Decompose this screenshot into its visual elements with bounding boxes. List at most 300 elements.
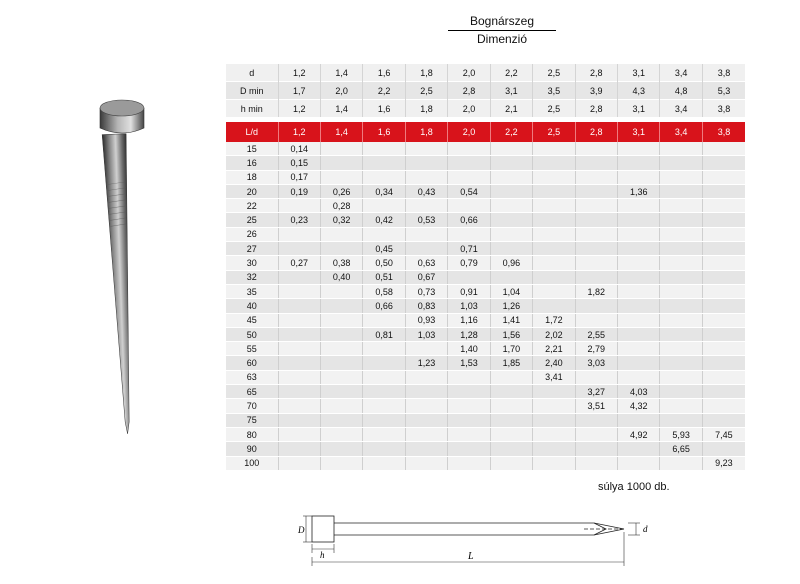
weight-cell (363, 342, 405, 356)
weight-cell (660, 199, 702, 213)
spec-cell: 3,9 (575, 82, 617, 100)
weight-cell (660, 284, 702, 298)
weight-cell (363, 356, 405, 370)
weight-cell: 0,66 (363, 299, 405, 313)
weight-cell (490, 227, 532, 241)
weight-cell (320, 299, 362, 313)
weight-cell (490, 427, 532, 441)
spec-cell: 2,8 (575, 100, 617, 118)
weight-cell (533, 456, 575, 470)
length-cell: 16 (226, 156, 278, 170)
spec-cell: 2,2 (490, 64, 532, 82)
weight-cell (702, 227, 745, 241)
weight-cell: 1,85 (490, 356, 532, 370)
weight-cell: 3,41 (533, 370, 575, 384)
weight-cell: 0,32 (320, 213, 362, 227)
weight-cell: 0,14 (278, 142, 320, 156)
weight-cell: 1,03 (405, 327, 447, 341)
weight-cell (363, 442, 405, 456)
weight-cell: 0,81 (363, 327, 405, 341)
table-row (226, 442, 745, 456)
weight-cell (405, 442, 447, 456)
weight-cell: 2,02 (533, 327, 575, 341)
weight-cell (405, 427, 447, 441)
weight-cell (618, 299, 660, 313)
length-cell: 90 (226, 442, 278, 456)
weight-cell (575, 270, 617, 284)
weight-cell: 0,26 (320, 184, 362, 198)
weight-cell (278, 242, 320, 256)
weight-cell (660, 256, 702, 270)
weight-cell (660, 385, 702, 399)
weight-cell: 9,23 (702, 456, 745, 470)
weight-cell (490, 442, 532, 456)
weight-cell (618, 270, 660, 284)
weight-cell: 6,65 (660, 442, 702, 456)
weight-cell (533, 427, 575, 441)
weight-cell: 0,96 (490, 256, 532, 270)
spec-cell: 2,1 (490, 100, 532, 118)
length-cell: 40 (226, 299, 278, 313)
weight-cell: 0,34 (363, 184, 405, 198)
weight-cell: 0,50 (363, 256, 405, 270)
spec-cell: 2,2 (363, 82, 405, 100)
weight-cell (278, 284, 320, 298)
weight-cell: 3,03 (575, 356, 617, 370)
weight-cell (278, 356, 320, 370)
weight-cell (405, 342, 447, 356)
weight-cell: 0,43 (405, 184, 447, 198)
table-row (226, 356, 745, 370)
weight-cell (618, 413, 660, 427)
spec-cell: 1,4 (320, 100, 362, 118)
spec-cell: 2,5 (405, 82, 447, 100)
weight-cell (320, 156, 362, 170)
weight-cell (320, 413, 362, 427)
weight-cell (618, 313, 660, 327)
length-cell: 22 (226, 199, 278, 213)
spec-cell: 3,8 (702, 100, 745, 118)
spec-cell: 4,8 (660, 82, 702, 100)
spec-cell: 1,2 (278, 100, 320, 118)
weight-cell (660, 456, 702, 470)
weight-cell (575, 213, 617, 227)
weight-cell (405, 242, 447, 256)
weight-cell (363, 385, 405, 399)
weight-cell (490, 213, 532, 227)
weight-cell: 0,45 (363, 242, 405, 256)
header-label: L/d (226, 122, 278, 142)
spec-cell: 2,5 (533, 100, 575, 118)
length-cell: 27 (226, 242, 278, 256)
table-row (226, 170, 745, 184)
weight-cell: 0,63 (405, 256, 447, 270)
weight-cell (702, 399, 745, 413)
weight-cell (533, 256, 575, 270)
weight-cell (363, 156, 405, 170)
nail-shank (102, 134, 136, 435)
weight-cell (363, 199, 405, 213)
weight-cell (490, 399, 532, 413)
weight-cell (320, 327, 362, 341)
weight-cell (278, 299, 320, 313)
weight-cell (448, 156, 490, 170)
weight-cell (702, 370, 745, 384)
weight-cell (405, 385, 447, 399)
weight-cell (660, 370, 702, 384)
weight-cell (575, 256, 617, 270)
weight-cell (363, 370, 405, 384)
weight-cell: 1,16 (448, 313, 490, 327)
weight-cell (660, 413, 702, 427)
weight-cell (278, 385, 320, 399)
weight-cell: 1,23 (405, 356, 447, 370)
length-cell: 70 (226, 399, 278, 413)
weight-cell (490, 184, 532, 198)
weight-cell (618, 199, 660, 213)
weight-cell (363, 142, 405, 156)
weight-cell: 1,82 (575, 284, 617, 298)
weight-cell (278, 442, 320, 456)
table-row (226, 142, 745, 156)
table-row (226, 427, 745, 441)
table-row (226, 413, 745, 427)
weight-cell: 0,66 (448, 213, 490, 227)
spec-cell: 3,1 (618, 100, 660, 118)
weight-cell: 1,03 (448, 299, 490, 313)
weight-cell (575, 313, 617, 327)
weight-cell: 4,03 (618, 385, 660, 399)
table-row (226, 199, 745, 213)
weight-cell (405, 370, 447, 384)
weight-cell: 1,70 (490, 342, 532, 356)
weight-cell (448, 270, 490, 284)
spec-cell: 1,8 (405, 100, 447, 118)
weight-cell (448, 442, 490, 456)
weight-cell (702, 413, 745, 427)
weight-cell (405, 456, 447, 470)
table-row (226, 270, 745, 284)
spec-cell: 2,0 (448, 100, 490, 118)
spec-row-label: h min (226, 100, 278, 118)
weight-cell (405, 199, 447, 213)
weight-cell: 0,19 (278, 184, 320, 198)
weight-cell (363, 227, 405, 241)
weight-cell: 0,67 (405, 270, 447, 284)
weight-cell (405, 156, 447, 170)
header-diameter-cell: 2,8 (575, 122, 617, 142)
weight-cell (278, 270, 320, 284)
spec-cell: 2,0 (448, 64, 490, 82)
weight-cell (490, 385, 532, 399)
weight-cell (448, 456, 490, 470)
weight-cell (702, 256, 745, 270)
spec-row (226, 64, 745, 82)
weight-cell (575, 170, 617, 184)
weight-cell (533, 270, 575, 284)
weight-cell: 7,45 (702, 427, 745, 441)
weight-cell (448, 427, 490, 441)
length-cell: 26 (226, 227, 278, 241)
weight-cell: 4,32 (618, 399, 660, 413)
weight-cell (533, 156, 575, 170)
weight-cell (702, 270, 745, 284)
weight-table-header (226, 122, 745, 142)
weight-cell: 1,40 (448, 342, 490, 356)
weight-cell (702, 184, 745, 198)
weight-cell (278, 399, 320, 413)
weight-cell (320, 442, 362, 456)
weight-cell (575, 370, 617, 384)
length-cell: 50 (226, 327, 278, 341)
weight-cell (320, 427, 362, 441)
weight-cell (448, 399, 490, 413)
weight-cell (575, 427, 617, 441)
title-block (448, 13, 556, 47)
weight-cell (363, 170, 405, 184)
header-diameter-cell: 3,8 (702, 122, 745, 142)
weight-cell (702, 342, 745, 356)
weight-cell (618, 370, 660, 384)
header-diameter-cell: 2,5 (533, 122, 575, 142)
header-diameter-cell: 3,1 (618, 122, 660, 142)
length-cell: 15 (226, 142, 278, 156)
weight-cell (320, 313, 362, 327)
weight-cell (575, 156, 617, 170)
weight-cell (278, 313, 320, 327)
length-cell: 65 (226, 385, 278, 399)
length-cell: 30 (226, 256, 278, 270)
weight-cell (702, 213, 745, 227)
weight-cell: 3,27 (575, 385, 617, 399)
weight-cell: 2,79 (575, 342, 617, 356)
weight-cell: 0,51 (363, 270, 405, 284)
weight-cell: 0,15 (278, 156, 320, 170)
weight-cell: 1,26 (490, 299, 532, 313)
length-cell: 80 (226, 427, 278, 441)
table-row (226, 299, 745, 313)
weight-cell (660, 270, 702, 284)
weight-cell (448, 385, 490, 399)
weight-cell (660, 227, 702, 241)
nail-image (92, 94, 152, 446)
table-row (226, 313, 745, 327)
weight-cell: 1,41 (490, 313, 532, 327)
dimension-drawing (284, 499, 674, 569)
weight-cell: 5,93 (660, 427, 702, 441)
weight-cell (490, 370, 532, 384)
weight-cell: 0,17 (278, 170, 320, 184)
product-title: Bognárszeg (448, 13, 556, 31)
length-cell: 100 (226, 456, 278, 470)
spec-table (226, 63, 745, 117)
weight-cell (278, 370, 320, 384)
weight-cell (618, 242, 660, 256)
table-row (226, 370, 745, 384)
weight-cell (618, 227, 660, 241)
weight-cell: 0,93 (405, 313, 447, 327)
weight-cell: 0,40 (320, 270, 362, 284)
weight-cell (278, 427, 320, 441)
length-cell: 20 (226, 184, 278, 198)
weight-cell (575, 456, 617, 470)
spec-cell: 1,6 (363, 64, 405, 82)
weight-cell (278, 327, 320, 341)
weight-cell (702, 142, 745, 156)
weight-cell: 0,71 (448, 242, 490, 256)
spec-cell: 2,5 (533, 64, 575, 82)
weight-cell: 0,73 (405, 284, 447, 298)
table-row (226, 399, 745, 413)
weight-cell (320, 142, 362, 156)
weight-cell (278, 199, 320, 213)
weight-cell (575, 413, 617, 427)
weight-cell (702, 156, 745, 170)
weight-cell (618, 327, 660, 341)
label-d: d (643, 524, 648, 534)
weight-cell (533, 213, 575, 227)
spec-cell: 3,1 (618, 64, 660, 82)
weight-cell (320, 342, 362, 356)
weight-cell: 1,53 (448, 356, 490, 370)
weight-cell: 4,92 (618, 427, 660, 441)
weight-cell: 1,04 (490, 284, 532, 298)
header-diameter-cell: 1,2 (278, 122, 320, 142)
weight-cell (320, 385, 362, 399)
weight-cell: 1,28 (448, 327, 490, 341)
weight-cell (405, 170, 447, 184)
weight-cell (320, 242, 362, 256)
weight-cell: 1,36 (618, 184, 660, 198)
weight-cell: 0,83 (405, 299, 447, 313)
weight-cell (702, 327, 745, 341)
weight-cell: 0,91 (448, 284, 490, 298)
weight-cell (702, 170, 745, 184)
weight-cell (660, 342, 702, 356)
dimension-subtitle: Dimenzió (476, 32, 527, 46)
weight-cell (320, 170, 362, 184)
weight-cell (533, 284, 575, 298)
weight-cell (618, 342, 660, 356)
spec-cell: 3,4 (660, 64, 702, 82)
weight-cell (660, 156, 702, 170)
weight-cell (660, 184, 702, 198)
weight-cell (702, 385, 745, 399)
spec-row (226, 100, 745, 118)
weight-cell: 1,72 (533, 313, 575, 327)
length-cell: 75 (226, 413, 278, 427)
weight-cell (320, 284, 362, 298)
spec-cell: 1,2 (278, 64, 320, 82)
weight-cell (533, 299, 575, 313)
length-cell: 32 (226, 270, 278, 284)
weight-cell (575, 442, 617, 456)
weight-cell (702, 242, 745, 256)
spec-cell: 2,8 (448, 82, 490, 100)
spec-row (226, 82, 745, 100)
spec-cell: 1,7 (278, 82, 320, 100)
weight-cell (533, 142, 575, 156)
weight-cell (448, 170, 490, 184)
table-row (226, 184, 745, 198)
weight-cell (320, 356, 362, 370)
weight-cell (618, 256, 660, 270)
weight-cell: 2,55 (575, 327, 617, 341)
weight-cell (490, 456, 532, 470)
weight-cell (448, 413, 490, 427)
weight-cell (618, 284, 660, 298)
weight-cell (320, 399, 362, 413)
table-row (226, 242, 745, 256)
weight-cell (702, 442, 745, 456)
weight-cell (278, 456, 320, 470)
weight-cell (618, 456, 660, 470)
table-row (226, 213, 745, 227)
weight-cell (448, 142, 490, 156)
table-row (226, 227, 745, 241)
weight-cell: 0,38 (320, 256, 362, 270)
header-diameter-cell: 2,2 (490, 122, 532, 142)
table-row (226, 156, 745, 170)
weight-cell (575, 199, 617, 213)
weight-cell (490, 270, 532, 284)
weight-cell (702, 313, 745, 327)
header-diameter-cell: 3,4 (660, 122, 702, 142)
weight-cell (702, 299, 745, 313)
label-L: L (468, 551, 474, 562)
weight-cell (363, 313, 405, 327)
length-cell: 18 (226, 170, 278, 184)
weight-cell (660, 242, 702, 256)
length-cell: 60 (226, 356, 278, 370)
weight-cell (490, 156, 532, 170)
spec-cell: 3,5 (533, 82, 575, 100)
weight-cell (533, 385, 575, 399)
weight-cell (702, 356, 745, 370)
weight-cell (618, 170, 660, 184)
spec-cell: 3,1 (490, 82, 532, 100)
table-row (226, 385, 745, 399)
weight-cell (533, 199, 575, 213)
weight-cell (533, 227, 575, 241)
weight-cell (278, 413, 320, 427)
weight-cell (660, 327, 702, 341)
weight-cell: 2,21 (533, 342, 575, 356)
weight-cell (702, 284, 745, 298)
weight-cell (533, 184, 575, 198)
weight-cell: 0,23 (278, 213, 320, 227)
length-cell: 25 (226, 213, 278, 227)
weight-cell (618, 142, 660, 156)
weight-cell: 0,28 (320, 199, 362, 213)
spec-cell: 1,6 (363, 100, 405, 118)
weight-cell (533, 413, 575, 427)
weight-cell (618, 356, 660, 370)
table-row (226, 456, 745, 470)
header-diameter-cell: 1,6 (363, 122, 405, 142)
label-h: h (320, 550, 325, 560)
weight-cell (320, 227, 362, 241)
spec-cell: 2,0 (320, 82, 362, 100)
weight-cell (490, 170, 532, 184)
spec-row-label: D min (226, 82, 278, 100)
table-row (226, 327, 745, 341)
header-diameter-cell: 1,4 (320, 122, 362, 142)
spec-cell: 2,8 (575, 64, 617, 82)
weight-cell (660, 399, 702, 413)
weight-cell: 2,40 (533, 356, 575, 370)
weight-cell (660, 170, 702, 184)
